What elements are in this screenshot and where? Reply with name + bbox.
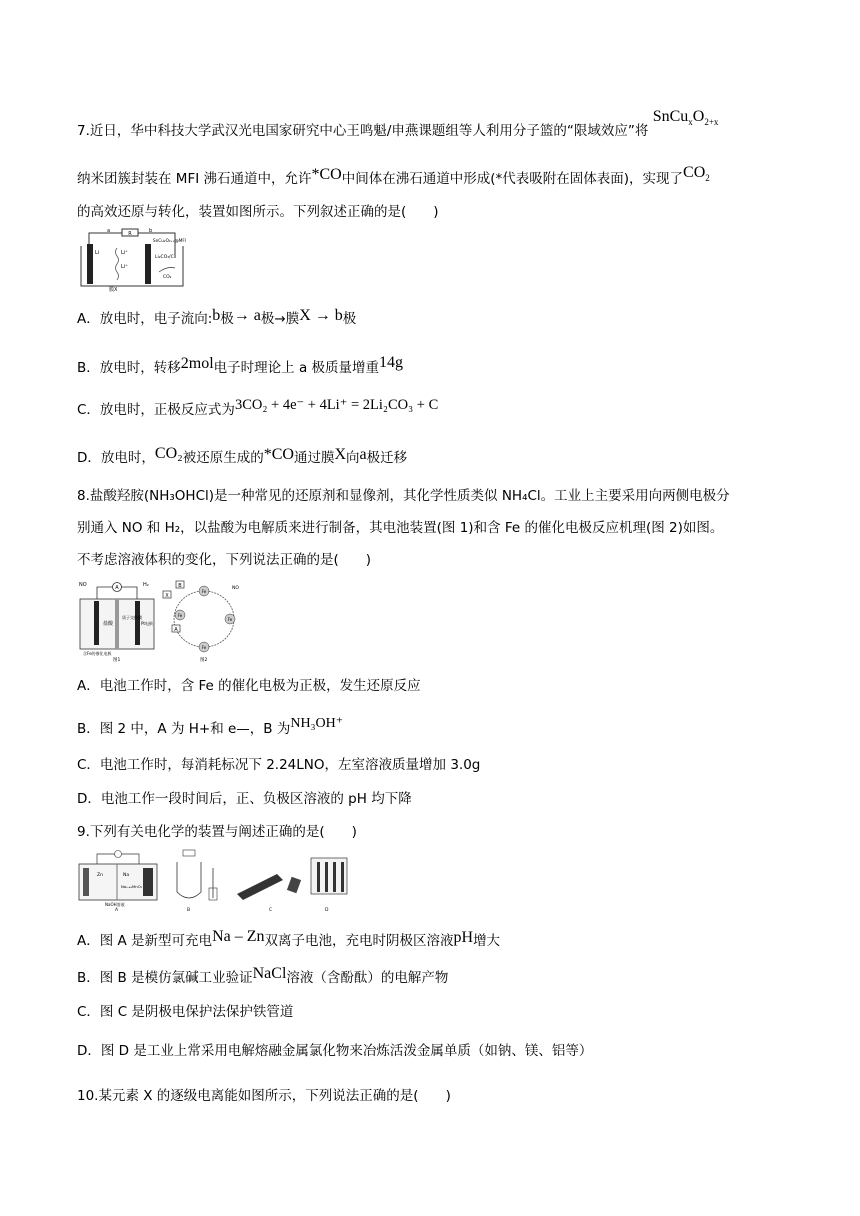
co2-label: CO₂	[163, 275, 172, 280]
q7-stem-text: 的高效还原与转化，装置如图所示。下列叙述正确的是( )	[77, 204, 439, 220]
figure-1-caption: 图1	[113, 658, 121, 663]
fe-site-label: Fe	[201, 645, 207, 650]
pt-electrode	[135, 601, 140, 645]
li-ion-label: Li⁺	[121, 264, 128, 270]
fe-site-label: Fe	[177, 613, 183, 618]
q7-formula-co2: $CO_2$	[683, 164, 710, 184]
li-ion-label: Li⁺	[121, 250, 128, 256]
electrode-b-label: b	[149, 228, 153, 234]
q7-stem-line-2	[77, 164, 710, 194]
q9-figure	[77, 848, 353, 912]
q7-stem-line-1	[77, 108, 719, 146]
option-text: 通过膜	[293, 450, 335, 466]
device-a-label: A	[115, 908, 119, 912]
option-text: C．放电时，正极反应式为	[77, 402, 235, 418]
option-text: C．电池工作时，每消耗标况下 2.24LNO，左室溶液质量增加 3.0g	[77, 757, 481, 773]
q7-stem-text: 纳米团簇封装在 MFI 沸石通道中，允许	[77, 171, 312, 187]
left-solution-label: 盐酸	[103, 621, 114, 627]
formula-arrow-a: → a	[233, 307, 261, 324]
option-text: 双离子电池，充电时阴极区溶液	[264, 933, 454, 949]
electrode-b	[145, 244, 151, 284]
option-text: 增大	[473, 933, 501, 949]
q8-option-d	[77, 789, 412, 809]
mechanism-cycle-diagram	[160, 579, 248, 663]
q8-stem-line-2	[77, 518, 723, 538]
na-label: Na	[123, 873, 130, 878]
q9-stem	[77, 822, 357, 842]
membrane-label: 膜X	[109, 287, 118, 292]
electrolysis-cell-diagram	[77, 579, 157, 663]
q9-option-c	[77, 1002, 293, 1022]
option-text: D．放电时，	[77, 450, 155, 466]
q8-stem-text: 别通入 NO 和 H₂，以盐酸为电解质来进行制备，其电池装置(图 1)和含 Fe 的催化电极反应机理(图 2)如图。	[77, 520, 724, 536]
box-a-label: A	[174, 627, 178, 633]
q7-stem-text: 7.近日，华中科技大学武汉光电国家研究中心王鸣魁/申燕课题组等人利用分子篮的“限域效应”将	[77, 123, 649, 139]
four-devices-diagram	[77, 848, 353, 912]
formula-2mol: 2mol	[180, 355, 214, 372]
formula-14g: 14g	[379, 354, 404, 371]
electrode-a-label: a	[107, 228, 111, 234]
option-text: 极→膜	[260, 311, 300, 327]
no-label: NO	[232, 586, 239, 591]
naoh-label: NaOH溶液	[105, 902, 125, 907]
option-text: 被还原生成的	[182, 450, 264, 466]
formula-ph: pH	[453, 929, 474, 946]
option-text: 溶液（含酚酞）的电解产物	[286, 970, 449, 986]
q8-stem-text: 8.盐酸羟胺(NH₃OHCl)是一种常见的还原剂和显像剂，其化学性质类似 NH₄Cl。工业上主要采用向两侧电极分	[77, 488, 730, 504]
option-text: D．图 D 是工业上常采用电解熔融金属氯化物来冶炼活泼金属单质（如钠、镁、铝等）	[77, 1043, 593, 1059]
product-label: Li₂CO₃/C	[155, 255, 174, 260]
fe-site-label: Fe	[227, 617, 233, 622]
no-inlet-label: NO	[79, 582, 87, 588]
option-text: B．图 B 是模仿氯碱工业验证	[77, 970, 253, 986]
option-text: 极	[220, 311, 234, 327]
q9-option-a	[77, 928, 501, 951]
q8-option-a	[77, 676, 421, 696]
pt-label: Pt电极	[141, 621, 153, 626]
q8-option-b	[77, 716, 344, 740]
q10-stem-text: 10.某元素 X 的逐级电离能如图所示，下列说法正确的是( )	[77, 1088, 451, 1104]
q7-formula-sncuo: $SnCu_xO_{2+x}$	[652, 108, 719, 128]
fe-electrode	[94, 601, 99, 645]
box-x-label: X	[165, 593, 169, 599]
option-text: 向	[346, 450, 360, 466]
q7-option-b	[77, 354, 404, 378]
option-text: D．电池工作一段时间后，正、负极区溶液的 pH 均下降	[77, 791, 412, 807]
q10-stem	[77, 1086, 451, 1106]
q8-stem-line-1	[77, 486, 730, 506]
membrane-label: 质子交换膜	[122, 615, 142, 620]
option-text: B．放电时，转移	[77, 360, 181, 376]
formula-a: a	[359, 446, 367, 463]
option-text: B．图 2 中，A 为 H+和 e—，B 为	[77, 721, 291, 737]
mno2-label: Na₀.₄₄MnO₂	[121, 884, 143, 889]
catalyst-label: SnCu₂O₂₊ₓ@MFI	[153, 238, 187, 243]
figure-2-caption: 图2	[200, 658, 208, 663]
q8-figure-1	[77, 579, 157, 663]
formula-na-zn: Na – Zn	[212, 928, 265, 945]
fe-electrode-label: 含Fe的催化电极	[83, 651, 112, 656]
box-b-label: B	[178, 583, 182, 589]
li-label: Li	[95, 250, 100, 256]
zn-label: Zn	[97, 873, 103, 878]
electrode-a	[87, 244, 93, 284]
q7-device-figure	[77, 228, 187, 292]
h2-inlet-label: H₂	[143, 582, 149, 588]
formula-b: b	[212, 307, 221, 324]
ammeter-label: A	[115, 585, 119, 591]
device-d-label: D	[325, 908, 329, 912]
option-text: C．图 C 是阴极电保护法保护铁管道	[77, 1004, 294, 1020]
q9-option-b	[77, 965, 449, 988]
q7-stem-text: 中间体在沸石通道中形成(*代表吸附在固体表面)，实现了	[341, 171, 684, 187]
q8-stem-line-3	[77, 550, 371, 570]
option-text: A．放电时，电子流向:	[77, 311, 213, 327]
q7-option-c	[77, 397, 439, 420]
formula-nacl: NaCl	[252, 965, 287, 982]
formula-star-co: *CO	[263, 446, 294, 463]
option-text: 极迁移	[366, 450, 408, 466]
q7-option-d	[77, 445, 408, 468]
option-text: A．图 A 是新型可充电	[77, 933, 213, 949]
fe-site-label: Fe	[201, 589, 207, 594]
proton-membrane	[115, 599, 119, 649]
device-b-label: B	[187, 908, 191, 912]
option-text: A．电池工作时，含 Fe 的催化电极为正极，发生还原反应	[77, 678, 421, 694]
q8-figure-2	[160, 579, 248, 663]
q8-option-c	[77, 755, 480, 775]
formula-co2: CO₂	[154, 445, 183, 462]
q7-formula-star-co: *CO	[311, 166, 342, 183]
q9-option-d	[77, 1041, 592, 1061]
q7-option-a	[77, 309, 356, 329]
formula-x-b: X → b	[299, 307, 343, 324]
formula-equation: 3CO₂ + 4e⁻ + 4Li⁺ = 2Li₂CO₃ + C	[234, 397, 439, 413]
formula-nh3oh: NH₃OH⁺	[290, 716, 344, 731]
q7-stem-line-3	[77, 202, 439, 222]
battery-diagram	[77, 228, 187, 292]
option-text: 电子时理论上 a 极质量增重	[213, 360, 380, 376]
q9-stem-text: 9.下列有关电化学的装置与阐述正确的是( )	[77, 824, 357, 840]
formula-x: X	[334, 446, 347, 463]
device-c-label: C	[269, 908, 273, 912]
option-text: 极	[342, 311, 357, 327]
q8-stem-text: 不考虑溶液体积的变化，下列说法正确的是( )	[77, 552, 372, 568]
resistor-label: R	[128, 231, 132, 237]
